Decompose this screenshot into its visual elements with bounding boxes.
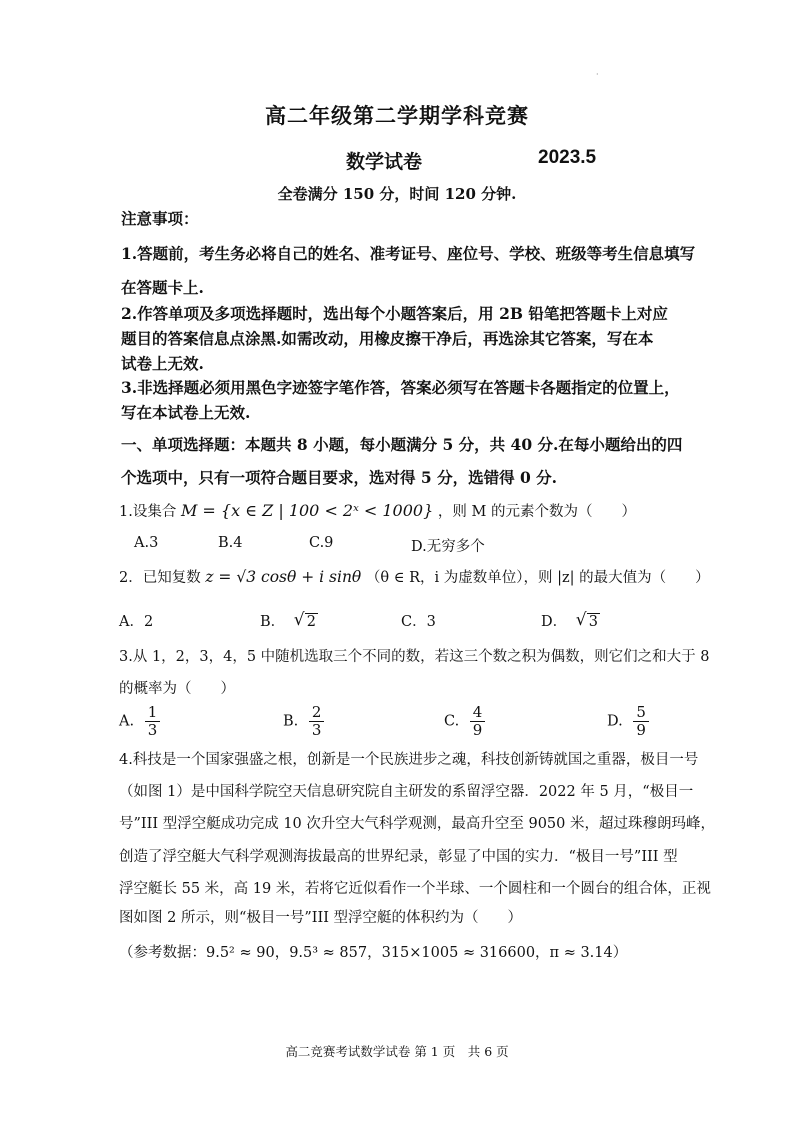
denominator: 9	[636, 721, 646, 739]
numerator: 2	[309, 704, 325, 722]
q2-prefix: 2．已知复数	[119, 570, 201, 586]
q3-option-c-fraction	[470, 704, 486, 739]
note-line: 题目的答案信息点涂黑.如需改动，用橡皮擦干净后，再选涂其它答案，写在本	[121, 329, 654, 348]
q2-expression: z = √3 cosθ + i sinθ	[205, 568, 362, 586]
q3-option-b	[283, 704, 324, 739]
q3-option-b-label: B.	[283, 713, 299, 730]
note-line: 2.作答单项及多项选择题时，选出每个小题答案后，用 2B 铅笔把答题卡上对应	[121, 304, 668, 323]
reference-data: （参考数据：9.5² ≈ 90，9.5³ ≈ 857，315×1005 ≈ 316600，π ≈ 3.14）	[119, 945, 628, 961]
numerator: 4	[470, 704, 486, 722]
numerator: 5	[633, 704, 649, 722]
denominator: 3	[147, 721, 158, 739]
q1-option-b: B.4	[218, 535, 243, 551]
question-4-line: 图如图 2 所示，则“极目一号”III 型浮空艇的体积约为（ ）	[119, 910, 523, 926]
q1-prefix: 1.设集合	[119, 504, 177, 520]
q2-option-c: C．3	[401, 614, 436, 630]
q2-option-a: A．2	[119, 614, 154, 630]
denominator: 9	[472, 721, 483, 739]
q2-option-d-radicand: 3	[588, 614, 598, 630]
note-line: 试卷上无效.	[121, 354, 204, 373]
q3-option-d	[607, 704, 649, 739]
q2-option-d	[541, 610, 600, 631]
q3-option-a-label: A.	[119, 713, 135, 730]
scan-mark: ·	[596, 70, 599, 79]
question-3-line: 的概率为（ ）	[119, 681, 235, 697]
question-3-line: 3.从 1，2，3，4，5 中随机选取三个不同的数，若这三个数之积为偶数，则它们之和大于 8	[119, 649, 710, 665]
numerator: 1	[145, 704, 161, 722]
page-footer: 高二竞赛考试数学试卷 第 1 页 共 6 页	[285, 1044, 509, 1059]
note-line: 写在本试卷上无效.	[121, 403, 251, 422]
sqrt-symbol: √ 2	[293, 610, 316, 630]
note-line: 3.非选择题必须用黑色字迹签字笔作答，答案必须写在答题卡各题指定的位置上，	[121, 378, 680, 397]
exam-subtitle: 数学试卷	[346, 151, 423, 173]
question-4-line: （如图 1）是中国科学院空天信息研究院自主研发的系留浮空器．2022 年 5 月，“极目一	[119, 784, 694, 800]
section-heading: 一、单项选择题：本题共 8 小题，每小题满分 5 分，共 40 分.在每小题给出的四	[121, 435, 683, 454]
q3-option-c	[444, 704, 485, 739]
q2-option-b-label: B．	[260, 614, 286, 630]
q3-option-a	[119, 704, 160, 739]
section-heading: 个选项中，只有一项符合题目要求，选对得 5 分，选错得 0 分.	[121, 468, 558, 487]
notes-heading: 注意事项：	[121, 209, 199, 228]
exam-date: 2023.5	[538, 147, 597, 168]
q3-option-d-label: D.	[607, 713, 623, 730]
note-line: 1.答题前，考生务必将自己的姓名、准考证号、座位号、学校、班级等考生信息填写	[121, 244, 696, 263]
q1-option-c: C.9	[309, 535, 334, 551]
q2-option-d-label: D．	[541, 614, 568, 630]
q1-suffix: ，则 M 的元素个数为（ ）	[437, 504, 636, 520]
q1-option-d: D.无穷多个	[411, 539, 485, 555]
q1-option-a: A.3	[134, 535, 159, 551]
q2-option-b-radicand: 2	[306, 614, 316, 630]
question-1	[119, 500, 636, 521]
note-line: 在答题卡上.	[121, 278, 204, 297]
sqrt-symbol: √ 3	[575, 610, 598, 630]
question-4-line: 号”III 型浮空艇成功完成 10 次升空大气科学观测，最高升空至 9050 米，超过珠穆朗玛峰，	[119, 816, 715, 832]
denominator: 3	[311, 721, 322, 739]
q3-option-b-fraction	[309, 704, 325, 739]
question-2	[119, 566, 710, 587]
q3-option-c-label: C.	[444, 713, 460, 730]
q2-suffix: （θ ∈ R，i 为虚数单位），则 |z| 的最大值为（ ）	[365, 570, 710, 586]
q3-option-a-fraction	[145, 704, 161, 739]
question-4-line: 4.科技是一个国家强盛之根，创新是一个民族进步之魂，科技创新铸就国之重器，极目一号	[119, 752, 699, 768]
question-4-line: 浮空艇长 55 米，高 19 米，若将它近似看作一个半球、一个圆柱和一个圆台的组合体，正视	[119, 881, 711, 897]
exam-title: 高二年级第二学期学科竞赛	[265, 103, 529, 128]
q3-option-d-fraction	[633, 704, 649, 739]
score-time-info: 全卷满分 150 分，时间 120 分钟.	[277, 185, 517, 203]
question-4-line: 创造了浮空艇大气科学观测海拔最高的世界纪录，彰显了中国的实力．“极目一号”III 型	[119, 849, 678, 865]
q1-set-expression: M = {x ∈ Z | 100 < 2ˣ < 1000}	[180, 501, 434, 520]
q2-option-b	[260, 610, 318, 631]
